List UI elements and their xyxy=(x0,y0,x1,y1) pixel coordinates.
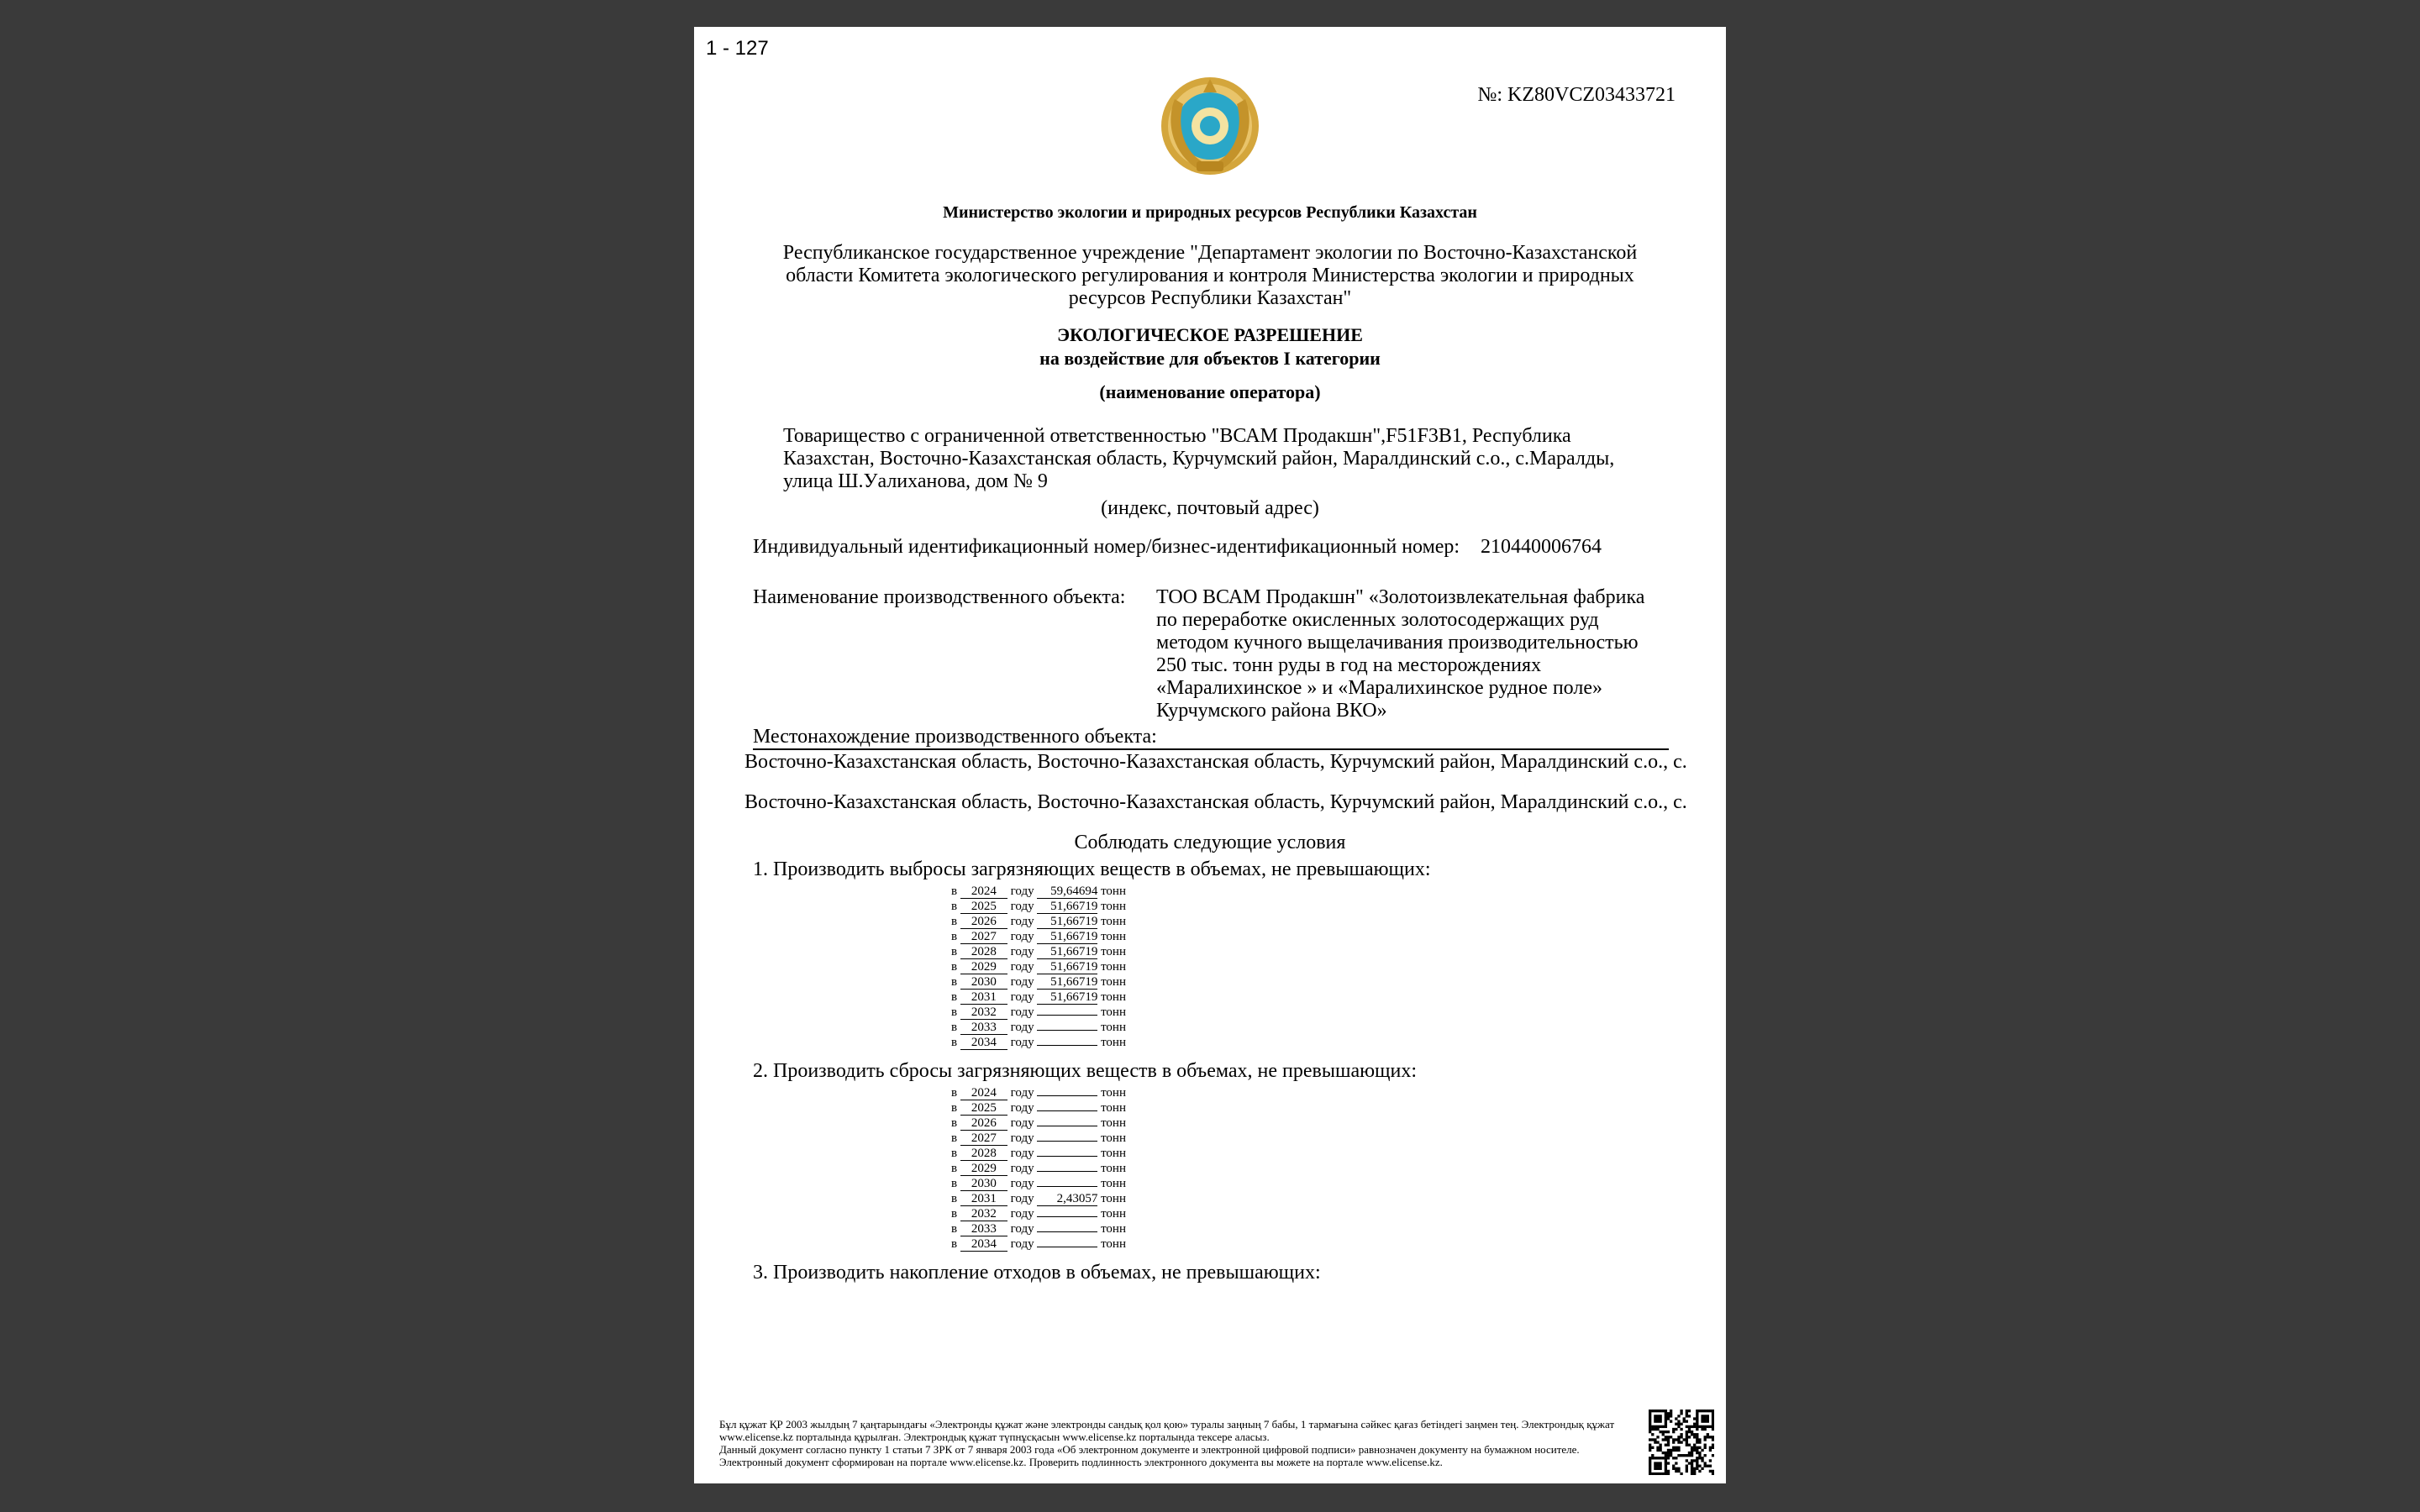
row-year: 2024 xyxy=(960,1086,1007,1100)
row-word-tons: тонн xyxy=(1097,1101,1126,1115)
row-year: 2028 xyxy=(960,945,1007,959)
operator-address: Товарищество с ограниченной ответственностью "ВСАМ Продакшн",F51F3B1, Республика Казахстан, Восточно-Казахстанская область, Курчумский район, Маралдинский с.о., с.Маралды, улица Ш.Уалиханова, дом № 9 xyxy=(783,425,1615,492)
qr-code-icon xyxy=(1649,1410,1714,1475)
row-amount: 51,66719 xyxy=(1037,915,1097,929)
row-amount: 51,66719 xyxy=(1037,960,1097,974)
row-year: 2026 xyxy=(960,1116,1007,1131)
row-word-tons: тонн xyxy=(1097,1207,1126,1221)
kazakhstan-emblem-icon xyxy=(1158,74,1262,178)
row-word-in: в xyxy=(951,1222,960,1236)
row-word-in: в xyxy=(951,1177,960,1190)
discharge-row xyxy=(951,1176,1126,1191)
emission-row xyxy=(951,944,1126,959)
row-amount: 2,43057 xyxy=(1037,1192,1097,1206)
row-year: 2030 xyxy=(960,1177,1007,1191)
row-word-year: году xyxy=(1007,1021,1038,1034)
row-word-year: году xyxy=(1007,1147,1038,1160)
row-word-in: в xyxy=(951,1101,960,1115)
document-page xyxy=(694,27,1726,1483)
row-word-tons: тонн xyxy=(1097,960,1126,974)
row-word-year: году xyxy=(1007,1237,1038,1251)
row-year: 2029 xyxy=(960,1162,1007,1176)
row-word-year: году xyxy=(1007,945,1038,958)
footer-kz: Бұл құжат ҚР 2003 жылдың 7 қаңтарындағы «Электронды құжат және электронды сандық қол қою» туралы заңның 7 бабы, 1 тармағына сәйкес қағаз бетіндегі заңмен тең. Электрондық құжат www.elicense.kz порталында құрылған. Электрондық құжат түпнұсқасын www.elicense.kz порталында тексере аласыз. xyxy=(719,1418,1615,1443)
document-title: ЭКОЛОГИЧЕСКОЕ РАЗРЕШЕНИЕ xyxy=(1057,324,1363,345)
emission-row xyxy=(951,990,1126,1005)
section-discharges-title: 2. Производить сбросы загрязняющих веществ в объемах, не превышающих: xyxy=(753,1060,1418,1082)
row-word-tons: тонн xyxy=(1097,1192,1126,1205)
emission-row xyxy=(951,1035,1126,1050)
row-word-tons: тонн xyxy=(1097,1222,1126,1236)
conditions-title: Соблюдать следующие условия xyxy=(1074,832,1346,853)
emission-row xyxy=(951,1005,1126,1020)
row-amount xyxy=(1037,1141,1097,1142)
row-word-tons: тонн xyxy=(1097,1177,1126,1190)
institution-name: Республиканское государственное учреждение "Департамент экологии по Восточно-Казахстанской области Комитета экологического регулирования и контроля Министерства экологии и природных ресурсов Республики Казахстан" xyxy=(782,242,1638,309)
row-year: 2031 xyxy=(960,1192,1007,1206)
emission-row xyxy=(951,899,1126,914)
row-word-in: в xyxy=(951,1036,960,1049)
row-amount xyxy=(1037,1216,1097,1217)
bin-value: 210440006764 xyxy=(1481,536,1602,558)
emission-row xyxy=(951,884,1126,899)
document-subtitle: на воздействие для объектов I категории xyxy=(1039,348,1381,369)
bin-label: Индивидуальный идентификационный номер/бизнес-идентификационный номер: xyxy=(753,536,1460,558)
location-line-1: Восточно-Казахстанская область, Восточно-Казахстанская область, Курчумский район, Маралдинский с.о., с. xyxy=(744,751,1687,773)
location-label: Местонахождение производственного объекта: xyxy=(753,726,1669,750)
row-word-in: в xyxy=(951,1021,960,1034)
row-year: 2034 xyxy=(960,1237,1007,1252)
discharge-row xyxy=(951,1191,1126,1206)
row-amount xyxy=(1037,1156,1097,1157)
row-year: 2032 xyxy=(960,1207,1007,1221)
row-word-in: в xyxy=(951,885,960,898)
row-word-tons: тонн xyxy=(1097,975,1126,989)
row-amount: 59,64694 xyxy=(1037,885,1097,899)
row-year: 2025 xyxy=(960,900,1007,914)
row-word-tons: тонн xyxy=(1097,1005,1126,1019)
row-amount: 51,66719 xyxy=(1037,975,1097,990)
row-word-in: в xyxy=(951,900,960,913)
row-word-in: в xyxy=(951,915,960,928)
row-year: 2024 xyxy=(960,885,1007,899)
row-word-tons: тонн xyxy=(1097,1162,1126,1175)
discharge-row xyxy=(951,1146,1126,1161)
row-year: 2032 xyxy=(960,1005,1007,1020)
row-word-year: году xyxy=(1007,885,1038,898)
row-year: 2030 xyxy=(960,975,1007,990)
operator-caption: (наименование оператора) xyxy=(1099,381,1321,402)
index-caption: (индекс, почтовый адрес) xyxy=(1101,497,1319,519)
row-amount xyxy=(1037,1110,1097,1111)
row-word-in: в xyxy=(951,1147,960,1160)
row-year: 2033 xyxy=(960,1222,1007,1236)
discharge-row xyxy=(951,1116,1126,1131)
row-year: 2033 xyxy=(960,1021,1007,1035)
row-word-tons: тонн xyxy=(1097,1237,1126,1251)
row-word-tons: тонн xyxy=(1097,1021,1126,1034)
row-word-year: году xyxy=(1007,1177,1038,1190)
discharge-row xyxy=(951,1206,1126,1221)
row-word-year: году xyxy=(1007,1207,1038,1221)
emission-row xyxy=(951,959,1126,974)
row-word-in: в xyxy=(951,990,960,1004)
discharges-list xyxy=(951,1085,1126,1252)
page-number: 1 - 127 xyxy=(706,37,769,60)
row-word-year: году xyxy=(1007,1116,1038,1130)
row-year: 2029 xyxy=(960,960,1007,974)
row-amount xyxy=(1037,1030,1097,1031)
row-word-year: году xyxy=(1007,960,1038,974)
legal-footer xyxy=(719,1418,1635,1468)
row-year: 2026 xyxy=(960,915,1007,929)
row-word-in: в xyxy=(951,975,960,989)
row-word-tons: тонн xyxy=(1097,990,1126,1004)
row-word-tons: тонн xyxy=(1097,1131,1126,1145)
row-amount xyxy=(1037,1171,1097,1172)
row-word-in: в xyxy=(951,945,960,958)
row-word-year: году xyxy=(1007,1131,1038,1145)
row-amount xyxy=(1037,1186,1097,1187)
row-word-year: году xyxy=(1007,975,1038,989)
row-word-in: в xyxy=(951,1192,960,1205)
discharge-row xyxy=(951,1221,1126,1236)
ministry-name: Министерство экологии и природных ресурсов Республики Казахстан xyxy=(943,203,1477,222)
row-amount: 51,66719 xyxy=(1037,930,1097,944)
row-word-in: в xyxy=(951,1086,960,1100)
row-word-tons: тонн xyxy=(1097,885,1126,898)
row-word-year: году xyxy=(1007,990,1038,1004)
row-amount xyxy=(1037,1015,1097,1016)
row-amount xyxy=(1037,1045,1097,1046)
row-word-tons: тонн xyxy=(1097,915,1126,928)
emission-row xyxy=(951,914,1126,929)
row-word-year: году xyxy=(1007,1005,1038,1019)
discharge-row xyxy=(951,1085,1126,1100)
row-word-year: году xyxy=(1007,1086,1038,1100)
row-year: 2025 xyxy=(960,1101,1007,1116)
document-number: №: KZ80VCZ03433721 xyxy=(1477,84,1676,106)
row-word-tons: тонн xyxy=(1097,1036,1126,1049)
row-year: 2031 xyxy=(960,990,1007,1005)
emission-row xyxy=(951,1020,1126,1035)
object-label: Наименование производственного объекта: xyxy=(753,586,1126,608)
section-waste-title: 3. Производить накопление отходов в объемах, не превышающих: xyxy=(753,1262,1321,1284)
row-word-in: в xyxy=(951,1162,960,1175)
row-word-year: году xyxy=(1007,1222,1038,1236)
discharge-row xyxy=(951,1236,1126,1252)
row-word-year: году xyxy=(1007,1162,1038,1175)
row-word-year: году xyxy=(1007,1192,1038,1205)
emissions-list xyxy=(951,884,1126,1050)
discharge-row xyxy=(951,1161,1126,1176)
row-word-in: в xyxy=(951,1237,960,1251)
emission-row xyxy=(951,929,1126,944)
row-word-in: в xyxy=(951,1116,960,1130)
row-word-in: в xyxy=(951,1207,960,1221)
row-word-year: году xyxy=(1007,1101,1038,1115)
location-line-2: Восточно-Казахстанская область, Восточно-Казахстанская область, Курчумский район, Маралдинский с.о., с. xyxy=(744,791,1687,813)
row-amount: 51,66719 xyxy=(1037,990,1097,1005)
row-word-in: в xyxy=(951,1131,960,1145)
row-amount xyxy=(1037,1095,1097,1096)
row-word-tons: тонн xyxy=(1097,1116,1126,1130)
footer-ru: Данный документ согласно пункту 1 статьи 7 ЗРК от 7 января 2003 года «Об электронном документе и электронной цифровой подписи» равнозначен документу на бумажном носителе. Электронный документ сформирован на портале www.elicense.kz. Проверить подлинность электронного документа вы можете на портале www.elicense.kz. xyxy=(719,1443,1580,1468)
row-year: 2027 xyxy=(960,930,1007,944)
row-amount: 51,66719 xyxy=(1037,945,1097,959)
discharge-row xyxy=(951,1100,1126,1116)
row-word-in: в xyxy=(951,960,960,974)
row-word-tons: тонн xyxy=(1097,945,1126,958)
row-word-tons: тонн xyxy=(1097,1147,1126,1160)
section-emissions-title: 1. Производить выбросы загрязняющих веществ в объемах, не превышающих: xyxy=(753,858,1431,880)
row-word-tons: тонн xyxy=(1097,930,1126,943)
row-year: 2027 xyxy=(960,1131,1007,1146)
row-year: 2034 xyxy=(960,1036,1007,1050)
object-value: ТОО ВСАМ Продакшн" «Золотоизвлекательная фабрика по переработке окисленных золотосодержащих руд методом кучного выщелачивания производительностью 250 тыс. тонн руды в год на месторождениях «Маралихинское » и «Маралихинское рудное поле» Курчумского района ВКО» xyxy=(1156,586,1645,722)
emission-row xyxy=(951,974,1126,990)
row-word-in: в xyxy=(951,930,960,943)
row-word-tons: тонн xyxy=(1097,1086,1126,1100)
row-year: 2028 xyxy=(960,1147,1007,1161)
row-word-year: году xyxy=(1007,1036,1038,1049)
row-word-year: году xyxy=(1007,915,1038,928)
row-amount xyxy=(1037,1231,1097,1232)
row-word-in: в xyxy=(951,1005,960,1019)
discharge-row xyxy=(951,1131,1126,1146)
row-word-tons: тонн xyxy=(1097,900,1126,913)
row-amount: 51,66719 xyxy=(1037,900,1097,914)
row-word-year: году xyxy=(1007,900,1038,913)
row-word-year: году xyxy=(1007,930,1038,943)
